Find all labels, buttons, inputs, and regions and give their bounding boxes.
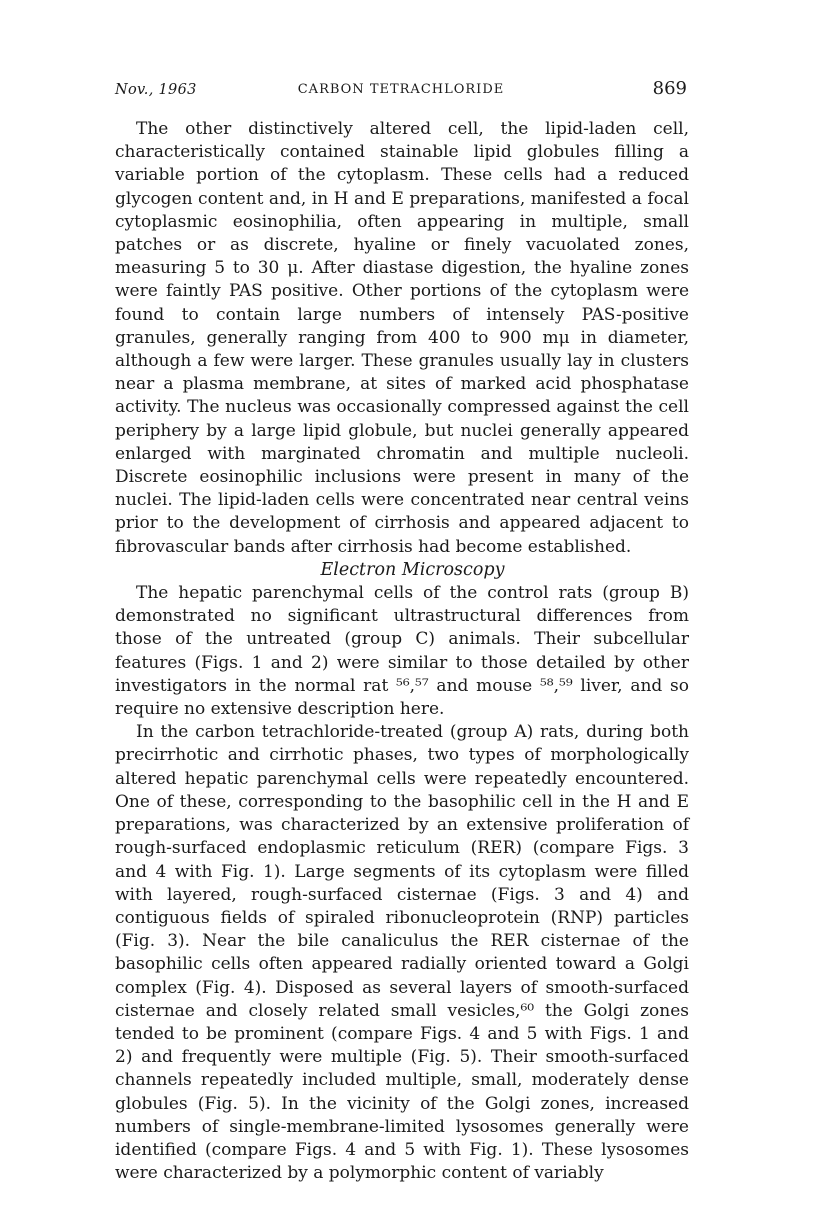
body-paragraph: The hepatic parenchymal cells of the control rats (group B) demonstrated no significant ultrastructural differences from those of the untreated (group C) animals. Their subcellular features (Figs. 1 and 2) were similar to those detailed by other investigators in the normal rat ⁵⁶,⁵⁷ and mouse ⁵⁸,⁵⁹ liver, and so require no extensive description here.: [115, 583, 689, 720]
running-title: CARBON TETRACHLORIDE: [297, 82, 505, 97]
body-paragraph: In the carbon tetrachloride-treated (group A) rats, during both precirrhotic and cirrhotic phases, two types of morphologically altered hepatic parenchymal cells were repeatedly encountered. One of these, corresponding to the basophilic cell in the H and E preparations, was characterized by an extensive proliferation of rough-surfaced endoplasmic reticulum (RER) (compare Figs. 3 and 4 with Fig. 1). Large segments of its cytoplasm were filled with layered, rough-surfaced cisternae (Figs. 3 and 4) and contiguous fields of spiraled ribonucleoprotein (RNP) particles (Fig. 3). Near the bile canaliculus the RER cisternae of the basophilic cells often appeared radially oriented toward a Golgi complex (Fig. 4). Disposed as several layers of smooth-surfaced cisternae and closely related small vesicles,⁶⁰ the Golgi zones tended to be prominent (compare Figs. 4 and 5 with Figs. 1 and 2) and frequently were multiple (Fig. 5). Their smooth-surfaced channels repeatedly included multiple, small, moderately dense globules (Fig. 5). In the vicinity of the Golgi zones, increased numbers of single-membrane-limited lysosomes generally were identified (compare Figs. 4 and 5 with Fig. 1). These lysosomes were characterized by a polymorphic content of variably: [115, 722, 689, 1184]
body-paragraph: The other distinctively altered cell, the lipid-laden cell, characteristically contained stainable lipid globules filling a variable portion of the cytoplasm. These cells had a reduced glycogen content and, in H and E preparations, manifested a focal cytoplasmic eosinophilia, often appearing in multiple, small patches or as discrete, hyaline or finely vacuolated zones, measuring 5 to 30 μ. After diastase digestion, the hyaline zones were faintly PAS positive. Other portions of the cytoplasm were found to contain large numbers of intensely PAS-positive granules, generally ranging from 400 to 900 mμ in diameter, although a few were larger. These granules usually lay in clusters near a plasma membrane, at sites of marked acid phosphatase activity. The nucleus was occasionally compressed against the cell periphery by a large lipid globule, but nuclei generally appeared enlarged with marginated chromatin and multiple nucleoli. Discrete eosinophilic inclusions were present in many of the nuclei. The lipid-laden cells were concentrated near central veins prior to the development of cirrhosis and appeared adjacent to fibrovascular bands after cirrhosis had become established.: [115, 119, 689, 557]
section-heading: Electron Microscopy: [320, 559, 505, 580]
page-number: 869: [652, 78, 687, 99]
header-date: Nov., 1963: [115, 82, 197, 98]
article-body: [115, 118, 689, 1185]
page-header: [115, 78, 687, 106]
